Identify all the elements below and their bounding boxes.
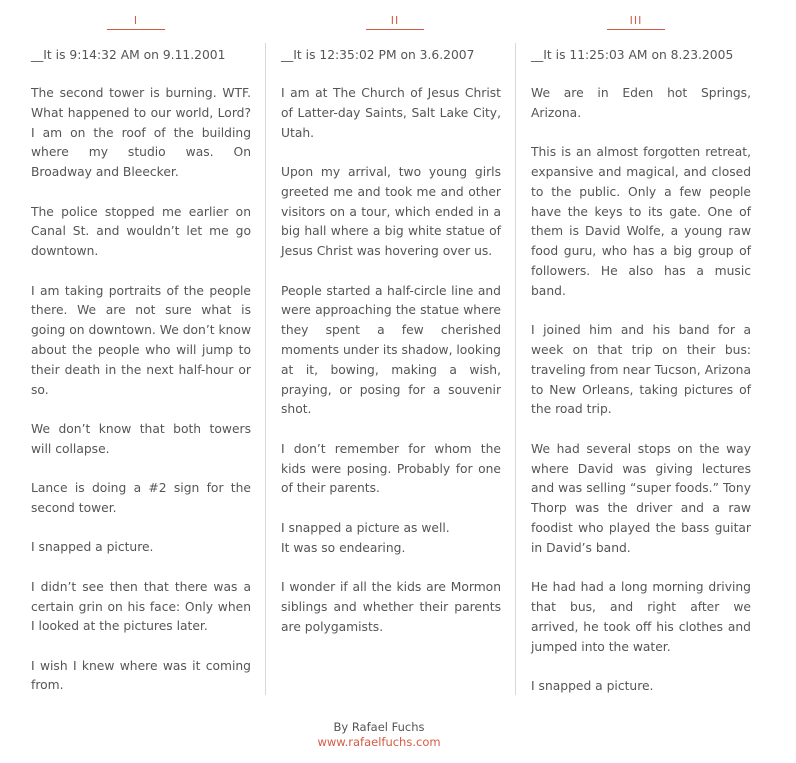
paragraph: I wonder if all the kids are Mormon siblings and whether their parents are polygamists. bbox=[281, 579, 501, 634]
paragraph: We don’t know that both towers will collapse. bbox=[31, 421, 251, 456]
column-body bbox=[31, 84, 251, 716]
paragraph: Upon my arrival, two young girls greeted me and took me and other visitors on a tour, which ended in a big hall where a big white statue of Jesus Christ was hovering over us. bbox=[281, 164, 501, 259]
paragraph: I am taking portraits of the people there. We are not sure what is going on downtown. We don’t know about the people who will jump to their death in the next half-hour or so. bbox=[31, 283, 251, 397]
paragraph: He had had a long morning driving that bus, and right after we arrived, he took off his clothes and jumped into the water. bbox=[531, 580, 751, 654]
column-body bbox=[281, 84, 501, 657]
column-numeral: I bbox=[107, 14, 165, 30]
dateline: __It is 9:14:32 AM on 9.11.2001 bbox=[31, 48, 226, 62]
column-divider bbox=[515, 43, 516, 695]
website-link[interactable]: www.rafaelfuchs.com bbox=[317, 735, 441, 749]
paragraph: Lance is doing a #2 sign for the second tower. bbox=[31, 481, 251, 515]
paragraph: I didn’t see then that there was a certain grin on his face: Only when I looked at the pictures later. bbox=[31, 579, 251, 634]
paragraph: The police stopped me earlier on Canal St. and wouldn’t let me go downtown. bbox=[31, 204, 251, 259]
footer bbox=[0, 720, 758, 750]
paragraph: People started a half-circle line and were approaching the statue where they spent a few cherished moments under its shadow, looking at it, bowing, making a wish, praying, or posing for a souvenir shot. bbox=[281, 283, 501, 417]
paragraph: I snapped a picture. bbox=[531, 678, 654, 693]
paragraph-line: It was so endearing. bbox=[281, 540, 406, 555]
dateline: __It is 11:25:03 AM on 8.23.2005 bbox=[531, 48, 734, 62]
column-numeral: III bbox=[607, 14, 665, 30]
column-body bbox=[531, 84, 751, 716]
paragraph: I snapped a picture. bbox=[31, 540, 154, 555]
paragraph: The second tower is burning. WTF. What happened to our world, Lord? I am on the roof of the building where my studio was. On Broadway and Bleecker. bbox=[31, 86, 251, 180]
paragraph: We had several stops on the way where David was giving lectures and was selling “super foods.” Tony Thorp was the driver and a raw foodist who played the bass guitar in David’s band. bbox=[531, 441, 751, 555]
byline: By Rafael Fuchs bbox=[333, 720, 425, 734]
paragraph: I joined him and his band for a week on that trip on their bus: traveling from near Tucson, Arizona to New Orleans, taking pictures of the road trip. bbox=[531, 323, 751, 417]
paragraph: This is an almost forgotten retreat, expansive and magical, and closed to the public. Only a few people have the keys to its gate. One of them is David Wolfe, a young raw food guru, who has a big group of followers. He also has a music band. bbox=[531, 145, 751, 298]
paragraph: I am at The Church of Jesus Christ of Latter-day Saints, Salt Lake City, Utah. bbox=[281, 86, 501, 140]
column-numeral: II bbox=[366, 14, 424, 30]
paragraph: I wish I knew where was it coming from. bbox=[31, 658, 251, 693]
column-divider bbox=[265, 43, 266, 695]
paragraph: I don’t remember for whom the kids were posing. Probably for one of their parents. bbox=[281, 441, 501, 496]
paragraph: We are in Eden hot Springs, Arizona. bbox=[531, 86, 751, 120]
paragraph-line: I snapped a picture as well. bbox=[281, 520, 450, 535]
paragraph bbox=[281, 519, 501, 559]
dateline: __It is 12:35:02 PM on 3.6.2007 bbox=[281, 48, 475, 62]
